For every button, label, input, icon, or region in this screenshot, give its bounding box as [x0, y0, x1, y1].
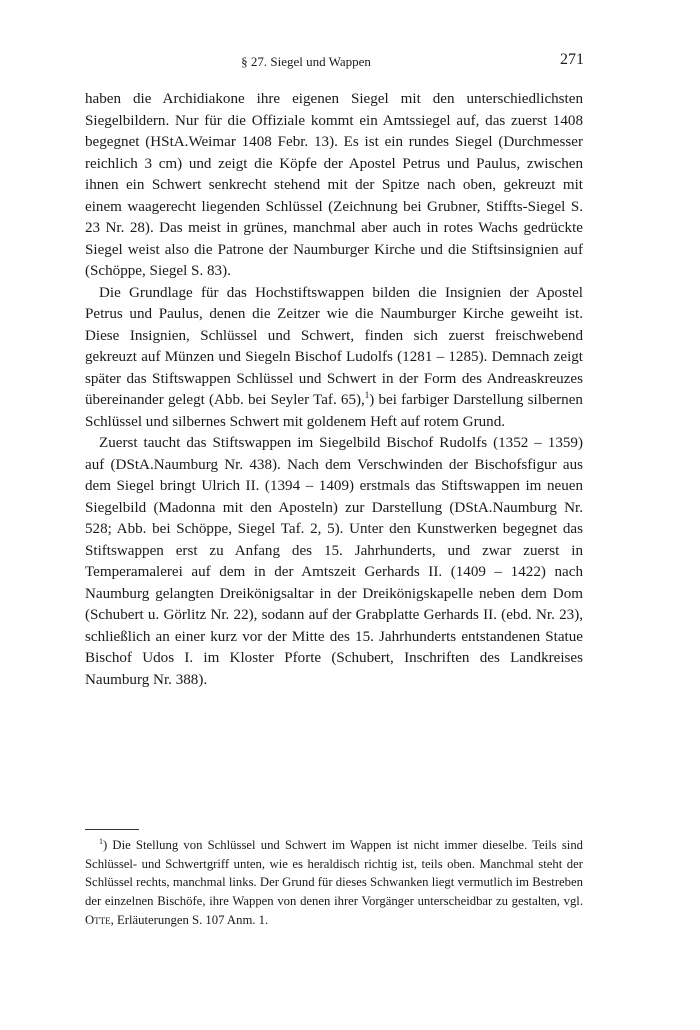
footnote-divider [85, 829, 139, 830]
running-head [0, 52, 700, 72]
footnote-text-end: , Erläuterungen S. 107 Anm. 1. [110, 912, 269, 927]
footnote-text-start: Die Stellung von Schlüssel und Schwert im Wappen ist nicht immer dieselbe. Teils sind Schlüssel- und Schwertgriff unten, wie es heraldisch richtig ist, teils oben. Manchmal steht der Schlüssel rechts, manchmal links. Der Grund für dieses Schwanken liegt vermutlich im Bestreben der einzelnen Bischöfe, ihre Wappen von denen ihrer Vorgänger unterscheidbar zu gestalten, vgl. [85, 838, 584, 909]
body-text [85, 89, 583, 691]
paragraph-2-text: Die Grundlage für das Hochstiftswappen bilden die Insignien der Apostel Petrus und Paulus, denen die Zeitzer wie die Naumburger Kirche geweiht ist. Diese Insignien, Schlüssel und Schwert, finden sich zuerst freischwebend gekreuzt auf Münzen und Siegeln Bischof Ludolfs (1281 – 1285). Demnach zeigt später das Stiftswappen Schlüssel und Schwert in der Form des Andreaskreuzes übereinander gelegt (Abb. bei Seyler Taf. 65), [85, 284, 583, 408]
paragraph-2: Die Grundlage für das Hochstiftswappen bilden die Insignien der Apostel Petrus und Paulus, denen die Zeitzer wie die Naumburger Kirche geweiht ist. Diese Insignien, Schlüssel und Schwert, finden sich zuerst freischwebend gekreuzt auf Münzen und Siegeln Bischof Ludolfs (1281 – 1285). Demnach zeigt später das Stiftswappen Schlüssel und Schwert in der Form des Andreaskreuzes übereinander gelegt (Abb. bei Seyler Taf. 65),$^1$) bei farbiger Darstellung silbernen Schlüssel und silbernes Schwert mit goldenem Heft auf rotem Grund. [85, 284, 583, 430]
paragraph-3: Zuerst taucht das Stiftswappen im Siegelbild Bischof Rudolfs (1352 – 1359) auf (DStA.Naumburg Nr. 438). Nach dem Verschwinden der Bischofsfigur aus dem Siegel bringt Ulrich II. (1394 – 1409) erstmals das Stiftswappen im neuen Siegelbild (Madonna mit den Aposteln) zur Darstellung (DStA.Naumburg Nr. 528; Abb. bei Schöppe, Siegel Taf. 2, 5). Unter den Kunstwerken begegnet das Stiftswappen erst zu Anfang des 15. Jahrhunderts, und zwar zuerst in Temperamalerei auf dem in der Amtszeit Gerhards II. (1409 – 1422) nach Naumburg gelangten Dreikönigsaltar in der Dreikönigskapelle neben dem Dom (Schubert u. Görlitz Nr. 22), sodann auf der Grabplatte Gerhards II. (ebd. Nr. 23), schließlich an einer kurz vor der Mitte des 15. Jahrhunderts entstandenen Statue Bischof Udos I. im Kloster Pforte (Schubert, Inschriften des Landkreises Naumburg Nr. 388). [85, 435, 583, 688]
footnote: $^1$) Die Stellung von Schlüssel und Schwert im Wappen ist nicht immer dieselbe. Teils sind Schlüssel- und Schwertgriff unten, wie es heraldisch richtig ist, teils oben. Manchmal steht der Schlüssel rechts, manchmal links. Der Grund für dieses Schwanken liegt vermutlich im Bestreben der einzelnen Bischöfe, ihre Wappen von denen ihrer Vorgänger unterscheidbar zu gestalten, vgl. Otte, Erläuterungen S. 107 Anm. 1. [85, 837, 584, 927]
running-title: § 27. Siegel und Wappen [241, 54, 371, 69]
footnote-reference: 1 [364, 390, 370, 400]
paragraph-2-end: bei farbiger Darstellung silbernen Schlüssel und silbernes Schwert mit goldenem Heft auf rotem Grund. [85, 392, 583, 430]
page-number: 271 [560, 51, 584, 68]
footnote-author: Otte [85, 912, 111, 927]
footnote-marker: 1 [99, 837, 103, 846]
paragraph-1: haben die Archidiakone ihre eigenen Siegel mit den unterschiedlichsten Siegelbildern. Nur für die Offiziale kommt ein Amtssiegel auf, das zuerst 1408 begegnet (HStA.Weimar 1408 Febr. 13). Es ist ein rundes Siegel (Durchmesser reichlich 3 cm) und zeigt die Köpfe der Apostel Petrus und Paulus, zwischen ihnen ein Schwert senkrecht stehend mit der Spitze nach oben, gekreuzt mit einem waagerecht liegenden Schlüssel (Zeichnung bei Grubner, Stiffts-Siegel S. 23 Nr. 28). Das meist in grünes, manchmal aber auch in rotes Wachs gedrückte Siegel weist also die Patrone der Naumburger Kirche und die Stiftsinsignien auf (Schöppe, Siegel S. 83). [85, 91, 583, 279]
